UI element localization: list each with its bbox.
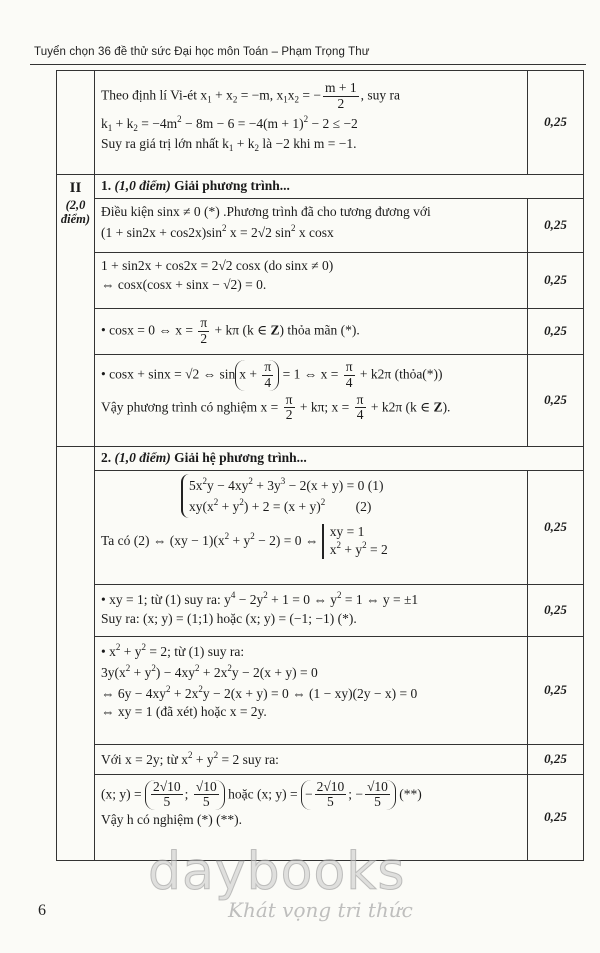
score-cell: 0,25 [528, 470, 584, 584]
table-row [57, 252, 584, 308]
math-line: ⇔ $6y - 4xy^2 + 2x^2y - 2(x + y) = 0$ ⇔ (1 − xy)(2y − x) = 0 [101, 683, 418, 701]
table-row [57, 470, 584, 584]
label-cell [57, 446, 95, 860]
table-row [57, 446, 584, 470]
section-label-cell [57, 175, 95, 447]
table-row [57, 175, 584, 199]
score-cell: 0,25 [528, 71, 584, 175]
table-row [57, 71, 584, 175]
math-line: 1 + sin2x + cos2x = 2√2 cosx (do sinx ≠ 0) [101, 257, 334, 273]
math-line: Vậy h có nghiệm (*) (**). [101, 812, 242, 828]
score-cell: 0,25 [528, 198, 584, 252]
solution-table [56, 70, 584, 861]
content-cell [95, 71, 528, 175]
math-line: $k_1 + k_2 = -4m^2 - 8m - 6 = -4(m + 1)^2 - 2 \le -2$ [101, 113, 358, 133]
equation-system [181, 474, 383, 518]
score-cell: 0,25 [528, 308, 584, 354]
math-line: ⇔ cosx(cosx + sinx − √2) = 0. [101, 276, 267, 292]
math-line: ⇔ xy = 1 (đã xét) hoặc x = 2y. [101, 704, 267, 720]
page-header: Tuyển chọn 36 đề thử sức Đại học môn Toán – Phạm Trọng Thư [34, 46, 370, 58]
content-cell [95, 198, 528, 252]
content-cell [95, 252, 528, 308]
watermark-brand: daybooks [148, 842, 406, 902]
table-row [57, 636, 584, 744]
math-line: Vậy phương trình có nghiệm x = $\frac{\pi}{2}$ + kπ; x = $\frac{\pi}{4}$ + k2π (k ∈ Z). [101, 391, 451, 423]
math-line: • xy = 1; từ (1) suy ra: $y^4 - 2y^2 + 1 = 0$ ⇔ $y^2 = 1$ ⇔ y = ±1 [101, 589, 419, 607]
score-cell: 0,25 [528, 252, 584, 308]
subtitle-cell [95, 175, 584, 199]
math-line: Với x = 2y; từ $x^2 + y^2 = 2$ suy ra: [101, 749, 279, 767]
page-number: 6 [38, 902, 46, 919]
header-rule [30, 64, 586, 65]
math-line: (x; y) = $\frac{2√10}{5}$ ; $\frac{√10}{5}$ hoặc (x; y) = − $\frac{2√10}{5}$ ; − $\frac{√10}{5}$ (**) [101, 778, 422, 810]
score-cell: 0,25 [528, 584, 584, 636]
math-line: $xy(x^2 + y^2) + 2 = (x + y)^2$ (2) [189, 496, 372, 514]
content-cell [95, 354, 528, 446]
math-line: Suy ra: (x; y) = (1;1) hoặc (x; y) = (−1; −1) (*). [101, 610, 357, 626]
math-line: • cosx + sinx = √2 ⇔ sin x + $\frac{\pi}{4}$ = 1 ⇔ x = $\frac{\pi}{4}$ + k2π (thỏa(*)) [101, 358, 443, 390]
table-row [57, 354, 584, 446]
math-line: Ta có (2) ⇔ $(xy - 1)(x^2 + y^2 - 2) = 0$ ⇔ xy = 1 $x^2 + y^2 = 2$ [101, 523, 388, 558]
table-row [57, 308, 584, 354]
score-cell: 0,25 [528, 774, 584, 860]
section-points: (2,0 [65, 197, 86, 212]
subtitle-cell [95, 446, 584, 470]
score-cell: 0,25 [528, 744, 584, 774]
table-row [57, 198, 584, 252]
math-line: $3y(x^2 + y^2) - 4xy^2 + 2x^2y - 2(x + y) = 0$ [101, 662, 318, 680]
subtitle-1: 1. (1,0 điểm) Giải phương trình... [101, 178, 290, 193]
content-cell [95, 636, 528, 744]
table-row [57, 744, 584, 774]
table-row [57, 584, 584, 636]
content-cell [95, 744, 528, 774]
score-cell: 0,25 [528, 354, 584, 446]
math-line: $(1 + \sin 2x + \cos 2x)\sin^2$ x = 2√2 $\sin^2 x$ cosx [101, 222, 334, 240]
label-cell [57, 71, 95, 175]
section-points-unit: điểm) [60, 212, 91, 227]
subtitle-2: 2. (1,0 điểm) Giải hệ phương trình... [101, 449, 307, 465]
math-line: Suy ra giá trị lớn nhất $k_1 + k_2$ là −2 khi m = −1. [101, 135, 357, 153]
watermark-slogan: Khát vọng tri thức [228, 898, 413, 922]
math-line: • $x^2 + y^2 = 2$; từ (1) suy ra: [101, 641, 245, 659]
content-cell [95, 308, 528, 354]
content-cell [95, 584, 528, 636]
content-cell [95, 470, 528, 584]
math-line: Theo định lí Vi-ét $x_1 + x_2 = -m$, $x_1x_2$ = − $\frac{m + 1}{2}$ , suy ra [101, 80, 401, 111]
section-number: II [69, 180, 82, 196]
score-cell: 0,25 [528, 636, 584, 744]
math-line: • cosx = 0 ⇔ x = $\frac{\pi}{2}$ + kπ (k ∈ Z) thỏa mãn (*). [101, 315, 360, 346]
math-line: $5x^2y - 4xy^2 + 3y^3 - 2(x + y) = 0$ (1) [189, 475, 384, 493]
math-line: Điều kiện sinx ≠ 0 (*) .Phương trình đã cho tương đương với [101, 203, 431, 219]
